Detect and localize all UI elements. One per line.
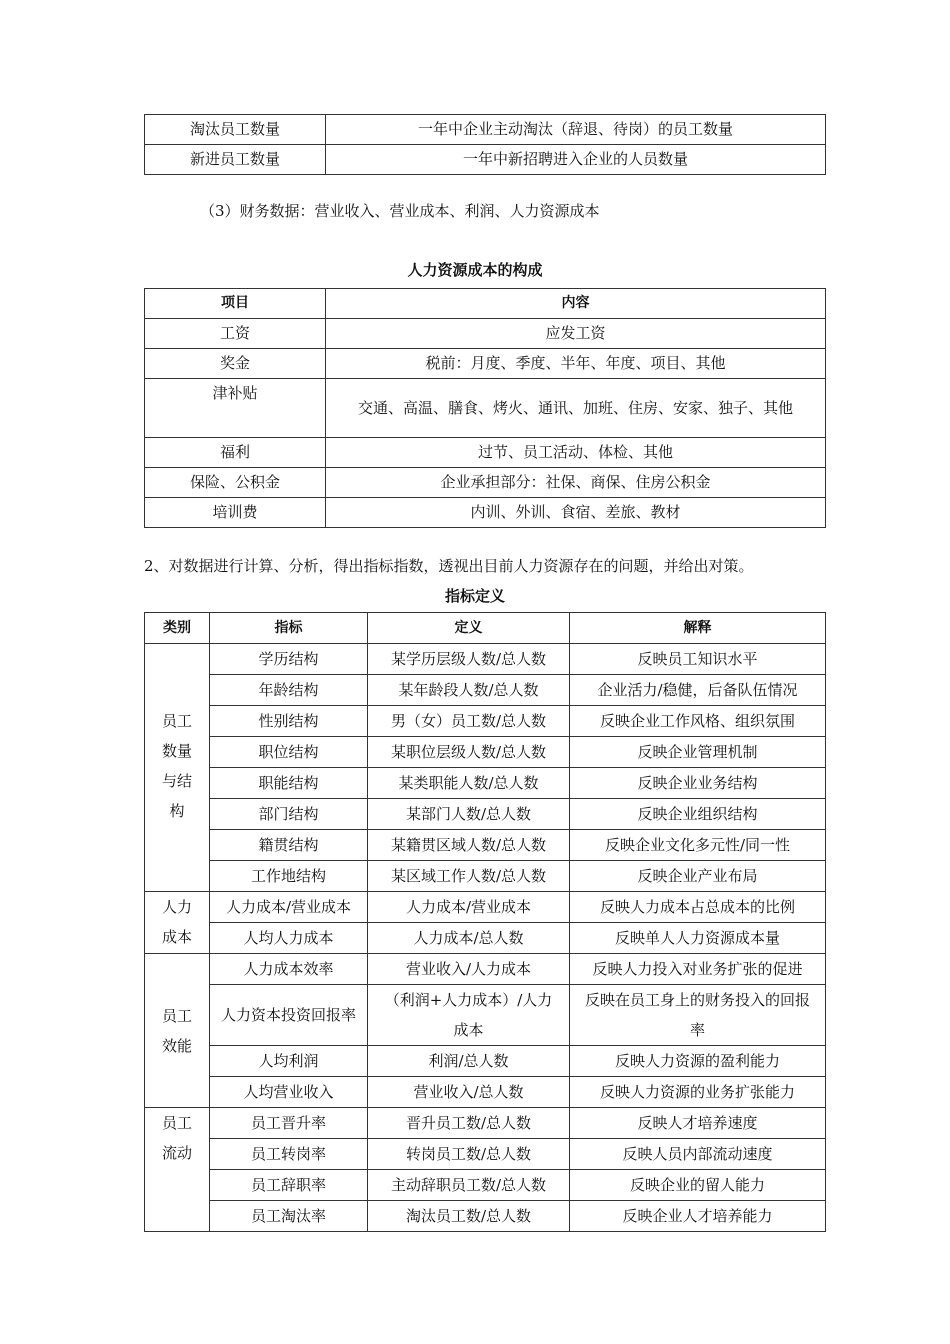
- employee-count-table: [144, 114, 826, 175]
- table-row: [145, 737, 826, 768]
- table-cell: 福利: [145, 438, 326, 468]
- table-row: [145, 1139, 826, 1170]
- table-cell: 一年中企业主动淘汰（辞退、待岗）的员工数量: [326, 115, 826, 145]
- table-header-row: [145, 613, 826, 644]
- table-row: [145, 1108, 826, 1139]
- table-row: [145, 145, 826, 175]
- table-cell: 人力成本/营业成本: [210, 892, 368, 923]
- table-row: [145, 349, 826, 379]
- table-cell: 职位结构: [210, 737, 368, 768]
- table-row: [145, 706, 826, 737]
- table-cell: 培训费: [145, 498, 326, 528]
- category-cell: 人力成本: [145, 892, 210, 954]
- financial-data-paragraph: （3）财务数据：营业收入、营业成本、利润、人力资源成本: [200, 202, 600, 220]
- table-cell: 人均营业收入: [210, 1077, 368, 1108]
- table-cell: 性别结构: [210, 706, 368, 737]
- table-cell: 人力成本/营业成本: [368, 892, 570, 923]
- index-definition-table: [144, 612, 826, 1232]
- table-cell: 晋升员工数/总人数: [368, 1108, 570, 1139]
- table-row: [145, 319, 826, 349]
- table-cell: 企业承担部分：社保、商保、住房公积金: [326, 468, 826, 498]
- table-row: [145, 1170, 826, 1201]
- column-header: 类别: [145, 613, 210, 644]
- table-row: [145, 768, 826, 799]
- table-cell: 反映人力资源的盈利能力: [570, 1046, 826, 1077]
- table-cell: （利润+人力成本）/人力成本: [368, 985, 570, 1046]
- column-header: 定义: [368, 613, 570, 644]
- table-cell: 职能结构: [210, 768, 368, 799]
- table-cell: 人力成本/总人数: [368, 923, 570, 954]
- table-cell: 人力成本效率: [210, 954, 368, 985]
- table-cell: 反映员工知识水平: [570, 644, 826, 675]
- table-cell: 新进员工数量: [145, 145, 326, 175]
- table-row: [145, 1046, 826, 1077]
- table-cell: 保险、公积金: [145, 468, 326, 498]
- table-row: [145, 954, 826, 985]
- table-row: [145, 985, 826, 1046]
- table-cell: 某类职能人数/总人数: [368, 768, 570, 799]
- table-header-row: [145, 289, 826, 319]
- cost-table-title: 人力资源成本的构成: [407, 261, 543, 279]
- table-cell: 反映企业产业布局: [570, 861, 826, 892]
- table-cell: 某职位层级人数/总人数: [368, 737, 570, 768]
- table-cell: 反映企业管理机制: [570, 737, 826, 768]
- table-cell: 学历结构: [210, 644, 368, 675]
- column-header: 内容: [326, 289, 826, 319]
- table-row: [145, 379, 826, 438]
- table-cell: 员工淘汰率: [210, 1201, 368, 1232]
- table-cell: 反映在员工身上的财务投入的回报率: [570, 985, 826, 1046]
- table-cell: 反映单人人力资源成本量: [570, 923, 826, 954]
- table-cell: 反映人力投入对业务扩张的促进: [570, 954, 826, 985]
- table-cell: 反映企业人才培养能力: [570, 1201, 826, 1232]
- table-row: [145, 1201, 826, 1232]
- table-cell: 某籍贯区域人数/总人数: [368, 830, 570, 861]
- table-cell: 反映企业的留人能力: [570, 1170, 826, 1201]
- table-cell: 税前：月度、季度、半年、年度、项目、其他: [326, 349, 826, 379]
- table-cell: 部门结构: [210, 799, 368, 830]
- table-cell: 过节、员工活动、体检、其他: [326, 438, 826, 468]
- table-cell: 一年中新招聘进入企业的人员数量: [326, 145, 826, 175]
- table-cell: 某区域工作人数/总人数: [368, 861, 570, 892]
- table-cell: 内训、外训、食宿、差旅、教材: [326, 498, 826, 528]
- table-cell: 交通、高温、膳食、烤火、通讯、加班、住房、安家、独子、其他: [326, 379, 826, 438]
- table-cell: 人力资本投资回报率: [210, 985, 368, 1046]
- table-cell: 年龄结构: [210, 675, 368, 706]
- table-cell: 反映人力资源的业务扩张能力: [570, 1077, 826, 1108]
- table-cell: 员工转岗率: [210, 1139, 368, 1170]
- table-cell: 主动辞职员工数/总人数: [368, 1170, 570, 1201]
- table-cell: 员工辞职率: [210, 1170, 368, 1201]
- column-header: 解释: [570, 613, 826, 644]
- category-cell: 员工流动: [145, 1108, 210, 1232]
- table-row: [145, 799, 826, 830]
- table-row: [145, 115, 826, 145]
- table-cell: 营业收入/总人数: [368, 1077, 570, 1108]
- analysis-paragraph: 2、对数据进行计算、分析，得出指标指数，透视出目前人力资源存在的问题，并给出对策。: [144, 557, 754, 575]
- table-row: [145, 861, 826, 892]
- table-cell: 反映企业文化多元性/同一性: [570, 830, 826, 861]
- table-cell: 奖金: [145, 349, 326, 379]
- table-cell: 工资: [145, 319, 326, 349]
- table-row: [145, 1077, 826, 1108]
- table-cell: 营业收入/人力成本: [368, 954, 570, 985]
- category-cell: 员工数量与结构: [145, 644, 210, 892]
- table-row: [145, 438, 826, 468]
- table-row: [145, 644, 826, 675]
- table-row: [145, 923, 826, 954]
- table-cell: 淘汰员工数/总人数: [368, 1201, 570, 1232]
- table-cell: 反映企业业务结构: [570, 768, 826, 799]
- table-cell: 淘汰员工数量: [145, 115, 326, 145]
- table-cell: 反映企业工作风格、组织氛围: [570, 706, 826, 737]
- table-cell: 籍贯结构: [210, 830, 368, 861]
- table-cell: 人均利润: [210, 1046, 368, 1077]
- hr-cost-table: [144, 288, 826, 528]
- table-row: [145, 830, 826, 861]
- table-cell: 津补贴: [145, 379, 326, 438]
- table-cell: 反映人员内部流动速度: [570, 1139, 826, 1170]
- table-cell: 转岗员工数/总人数: [368, 1139, 570, 1170]
- index-table-title: 指标定义: [444, 587, 505, 605]
- table-cell: 员工晋升率: [210, 1108, 368, 1139]
- table-row: [145, 675, 826, 706]
- table-cell: 某学历层级人数/总人数: [368, 644, 570, 675]
- table-cell: 工作地结构: [210, 861, 368, 892]
- table-cell: 某年龄段人数/总人数: [368, 675, 570, 706]
- table-cell: 利润/总人数: [368, 1046, 570, 1077]
- table-cell: 企业活力/稳健，后备队伍情况: [570, 675, 826, 706]
- table-cell: 反映人才培养速度: [570, 1108, 826, 1139]
- table-row: [145, 468, 826, 498]
- table-cell: 反映企业组织结构: [570, 799, 826, 830]
- table-cell: 应发工资: [326, 319, 826, 349]
- column-header: 指标: [210, 613, 368, 644]
- table-row: [145, 892, 826, 923]
- table-cell: 反映人力成本占总成本的比例: [570, 892, 826, 923]
- table-row: [145, 498, 826, 528]
- column-header: 项目: [145, 289, 326, 319]
- table-cell: 人均人力成本: [210, 923, 368, 954]
- table-cell: 男（女）员工数/总人数: [368, 706, 570, 737]
- table-cell: 某部门人数/总人数: [368, 799, 570, 830]
- category-cell: 员工效能: [145, 954, 210, 1108]
